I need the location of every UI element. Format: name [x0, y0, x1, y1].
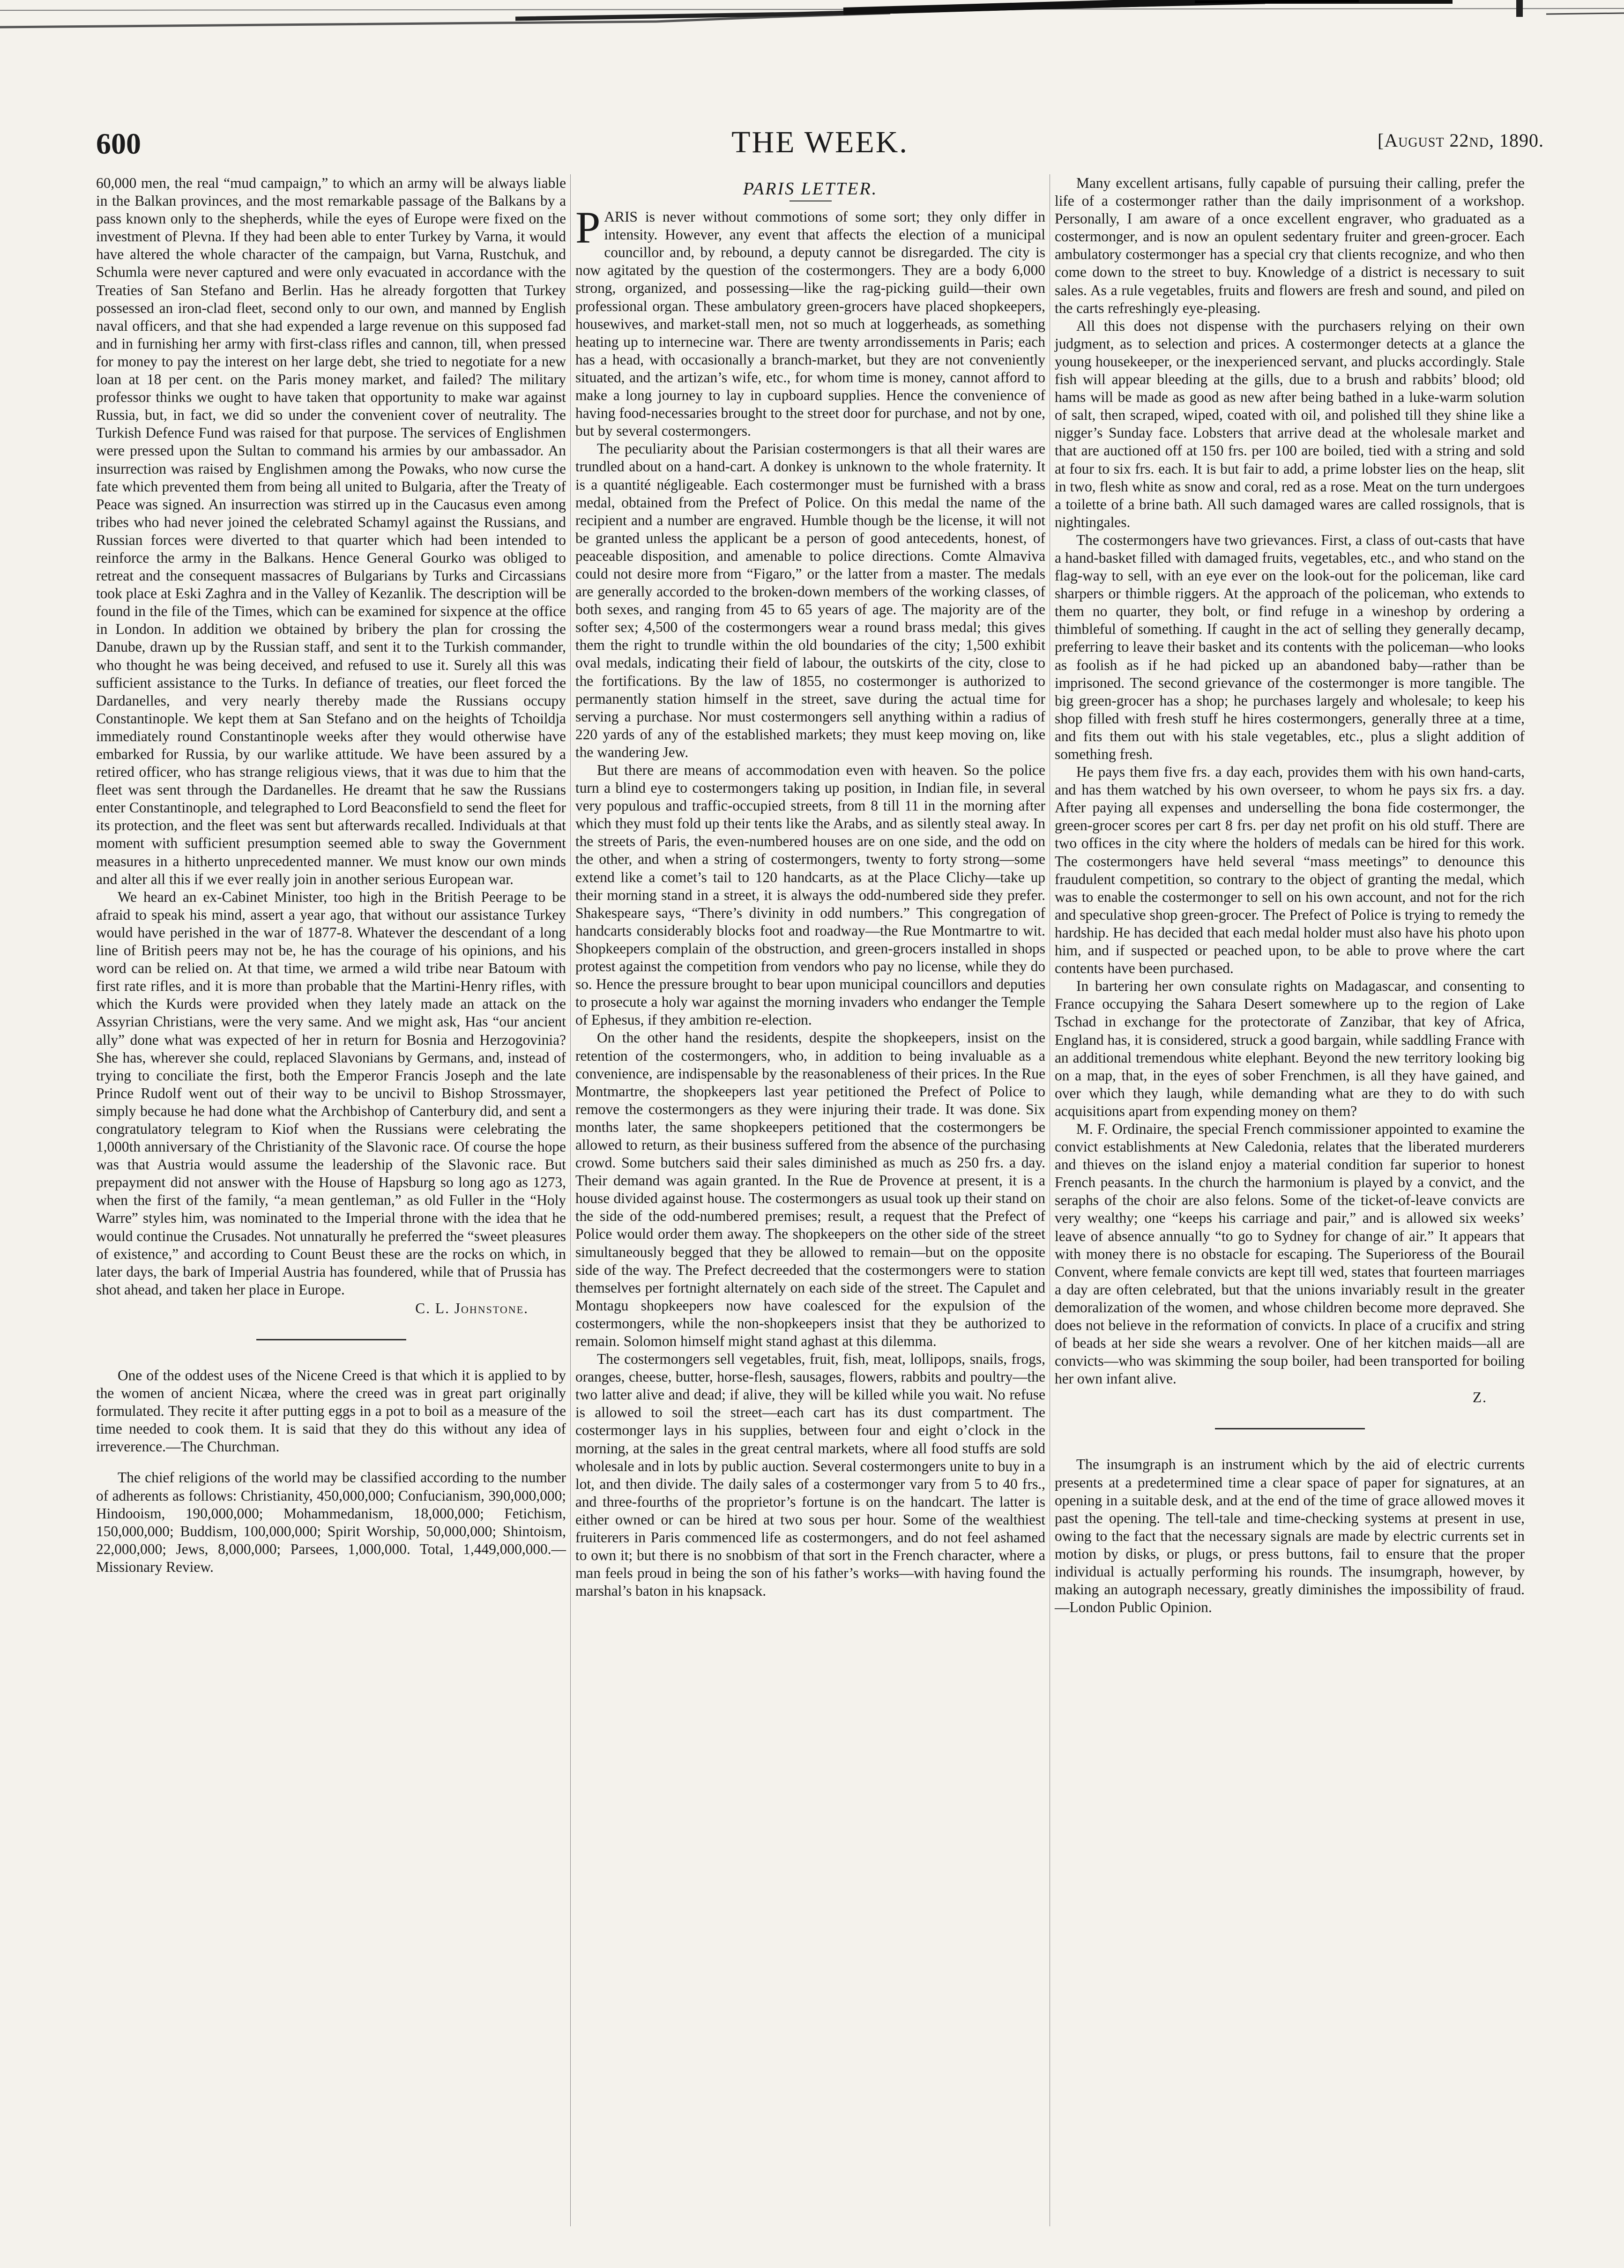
column-right [1055, 174, 1525, 1616]
drop-cap: P [575, 202, 601, 253]
article-paragraph: The chief religions of the world may be classified according to the number of adherents as follows: Christianity, 450,000,000; Confucianism, 390,000,000; Hindooism, 190,000,000; Mohammedanism, 18,000,000; Fetichism, 150,000,000; Buddism, 100,000,000; Spirit Worship, 50,000,000; Shintoism, 22,000,000; Jews, 8,000,000; Parsees, 1,000,000. Total, 1,449,000,000.—Missionary Review. [96, 1469, 566, 1575]
column-left [96, 174, 566, 1576]
article-paragraph: 60,000 men, the real “mud campaign,” to which an army will be always liable in the Balkan provinces, and the most remarkable passage of the Balkans by a pass known only to the shepherds, while the eyes of Europe were fixed on the investment of Plevna. If they had been able to enter Turkey by Varna, it would have altered the whole character of the campaign, but Varna, Rustchuk, and Schumla were never captured and were only evacuated in accordance with the Treaties of San Stefano and Berlin. Has he already forgotten that Turkey possessed an iron-clad fleet, second only to our own, and manned by English naval officers, and that she had expended a large revenue on this supposed fad and in furnishing her army with first-class rifles and cannon, till, when pressed for money to pay the interest on her large debt, she tried to negotiate for a new loan at 18 per cent. on the Paris money market, and failed? The military professor thinks we ought to have taken that opportunity to make war against Russia, but, in fact, we did so under the convenient cover of neutrality. The Turkish Defence Fund was raised for that purpose. The services of Englishmen were pressed upon the Sultan to command his armies by our ambassador. An insurrection was raised by Englishmen among the Powaks, who now curse the fate which prevented them from being all united to Bulgaria, after the Treaty of Peace was signed. An insurrection was stirred up in the Caucasus even among tribes who had never joined the celebrated Schamyl against the Russians, and Russian forces were diverted to that quarter which had been intended to reinforce the army in the Balkans. Hence General Gourko was obliged to retreat and the consequent massacres of Bulgarians by Turks and Circassians took place at Eski Zaghra and in the Valley of Kezanlik. The description will be found in the file of the Times, which can be examined for sixpence at the office in London. In addition we obtained by bribery the plan for crossing the Danube, drawn up by the Russian staff, and sent it to the Turkish commander, who thought he was being deceived, and refused to use it. Surely all this was sufficient assistance to the Turks. In defiance of treaties, our fleet forced the Dardanelles, and very nearly thereby made the Russians occupy Constantinople. We kept them at San Stefano and on the heights of Tchoildja immediately round Constantinople weeks after they would otherwise have embarked for Russia, by our warlike attitude. We have been assured by a retired officer, who has strange religious views, that it was due to him that the fleet was sent through the Dardanelles. He dreamt that he saw the Russians enter Constantinople, and telegraphed to Lord Beaconsfield to send the fleet for its protection, and the fleet was sent but afterwards recalled. Individuals at that moment with sufficient presumption seemed able to sway the Government measures in a hitherto unprecedented manner. We must know our own minds and alter all this if we ever really join in another serious European war. [96, 175, 566, 887]
issue-date: [August 22nd, 1890. [1378, 130, 1544, 151]
page-header [96, 126, 1544, 178]
article-paragraph: In bartering her own consulate rights on Madagascar, and consenting to France occupying the Sahara Desert somewhere up to the region of Lake Tschad in exchange for the protectorate of Zanzibar, that key of Africa, England has, it is considered, struck a good bargain, while saddling France with an additional tremendous white elephant. Beyond the new territory looking big on a map, that, in the eyes of sober Frenchmen, is all they have gained, and over which they laugh, while demanding what are they to do with such acquisitions apart from expending money on them? [1055, 978, 1525, 1119]
column-middle [575, 174, 1045, 1600]
article-paragraph: M. F. Ordinaire, the special French commissioner appointed to examine the convict establishments at New Caledonia, relates that the liberated murderers and thieves on the island enjoy a material condition far superior to honest French peasants. In the church the harmonium is played by a convict, and the seraphs of the choir are also felons. Some of the ticket-of-leave convicts are very wealthy; one “keeps his carriage and pair,” and is allowed six weeks’ leave of absence annually “to go to Sydney for change of air.” It appears that with money there is no obstacle for escaping. The Superioress of the Bourail Convent, where female convicts are kept till wed, states that fourteen marriages a day are often celebrated, but that the unions invariably result in the greater demoralization of the women, and whose children become more depraved. She does not believe in the reformation of convicts. In place of a crucifix and string of beads at her side she wears a revolver. One of her kitchen maids—all are convicts—who was skimming the soup boiler, had been transported for boiling her own infant alive. [1055, 1120, 1525, 1387]
publication-title: THE WEEK. [731, 125, 909, 159]
article-paragraph: Many excellent artisans, fully capable of pursuing their calling, prefer the life of a costermonger rather than the daily imprisonment of a workshop. Personally, I am aware of a once excellent engraver, who graduated as a costermonger, and is now an opulent sedentary fruiter and green-grocer. Each ambulatory costermonger has a special cry that clients recognize, and who then come down to the street to buy. Knowledge of a district is necessary to suit sales. As a rule vegetables, fruits and flowers are fresh and sound, and piled on the carts refreshingly eye-pleasing. [1055, 175, 1525, 316]
page-number: 600 [96, 127, 141, 160]
article-paragraph: We heard an ex-Cabinet Minister, too high in the British Peerage to be afraid to speak his mind, assert a year ago, that without our assistance Turkey would have perished in the war of 1877-8. Whatever the descendant of a long line of British peers may not be, he has the courage of his opinions, and his word can be relied on. At that time, we armed a wild tribe near Batoum with first rate rifles, and it is more than probable that the Martini-Henry rifles, with which the Kurds were provided when they lately made an attack on the Assyrian Christians, were the very same. And we might ask, Has “our ancient ally” done what was expected of her in return for Bosnia and Herzogovinia? She has, wherever she could, replaced Slavonians by Germans, and, instead of trying to conciliate the first, both the Emperor Francis Joseph and the late Prince Rudolf went out of their way to be uncivil to Bishop Strossmayer, simply because he had done what the Archbishop of Canterbury did, and sent a congratulatory telegram to Kiof when the Russians were celebrating the 1,000th anniversary of the Christianity of the Slavonic race. Of course the hope was that Austria would assume the leadership of the Slavonic race. But prepayment did not answer with the House of Hapsburg so long ago as 1273, when the first of the family, “a mean gentleman,” as old Fuller in the “Holy Warre” styles him, was nominated to the Imperial throne with the idea that he would continue the Crusades. Not unnaturally he preferred the “sweet pleasures of existence,” and according to Count Beust these are the rocks on which, in later days, the bark of Imperial Austria has foundered, while that of Prussia has shot ahead, and taken her place in Europe. [96, 888, 566, 1298]
section-divider [1215, 1428, 1365, 1429]
section-heading: PARIS LETTER. [743, 179, 878, 199]
article-paragraph: The costermongers have two grievances. First, a class of out-casts that have a hand-basket filled with damaged fruits, vegetables, etc., and who stand on the flag-way to sell, with an eye ever on the look-out for the policeman, like card sharpers or thimble riggers. At the approach of the policeman, who extends to them no quarter, they bolt, or find refuge in a wineshop by ordering a thimbleful of something. If caught in the act of selling they generally decamp, preferring to leave their basket and its contents with the policeman—who looks as foolish as if he had picked up an abandoned baby—rather than be imprisoned. The second grievance of the costermonger is more tangible. The big green-grocer has a shop; he purchases largely and wholesale; to keep his shop filled with fresh stuff he hires costermongers, generally three at a time, and fits them out with his stale vegetables, etc., plus a slight addition of something fresh. [1055, 531, 1525, 762]
article-paragraph: He pays them five frs. a day each, provides them with his own hand-carts, and has them watched by his own overseer, to whom he pays six frs. a day. After paying all expenses and underselling the bona fide costermonger, the green-grocer scores per cart 8 frs. per day net profit on his old stuff. There are two offices in the city where the holders of medals can be hired for this work. The costermongers have held several “mass meetings” to denounce this fraudulent competition, so contrary to the object of granting the medal, which was to enable the costermonger to sell on his own account, and not for the rich and speculative shop green-grocer. The Prefect of Police is trying to remedy the hardship. He has decided that each medal holder must also have his photo upon him, and if suspected or peached upon, to be able to prove where the cart contents have been purchased. [1055, 764, 1525, 977]
column-divider [570, 174, 571, 2226]
article-paragraph: On the other hand the residents, despite the shopkeepers, insist on the retention of the costermongers, who, in addition to being invaluable as a convenience, are indispensable by the reasonableness of their prices. In the Rue Montmartre, the shopkeepers last year petitioned the Prefect of Police to remove the costermongers as they were injuring their trade. It was done. Six months later, the same shopkeepers petitioned that the costermongers be allowed to return, as their business suffered from the absence of the purchasing crowd. Some butchers said their sales diminished as much as 250 frs. a day. Their demand was again granted. In the Rue de Provence at present, it is a house divided against house. The costermongers as usual took up their stand on the side of the odd-numbered premises; result, a request that the Prefect of Police would order them away. The shopkeepers on the other side of the street simultaneously begged that they be allowed to remain—but on the opposite side of the way. The Prefect decreeded that the costermongers were to station themselves per fortnight alternately on each side of the street. The Capulet and Montagu shopkeepers now have coalesced for the expulsion of the costermongers, while the non-shopkeepers insist that they be authorized to remain. Solomon himself might stand aghast at this dilemma. [575, 1029, 1045, 1349]
scan-edge-smudge [0, 0, 1624, 52]
article-paragraph: The insumgraph is an instrument which by the aid of electric currents presents at a predetermined time a clear space of paper for signatures, at an opening in a suitable desk, and at the end of the time of grace allowed moves it past the opening. The tell-tale and time-checking systems at present in use, owing to the fact that the necessary signals are made by electric currents set in motion by disks, or plugs, or press buttons, fail to ensure that the proper individual is actually performing his rounds. The insumgraph, however, by making an autograph necessary, greatly diminishes the impossibility of fraud.—London Public Opinion. [1055, 1456, 1525, 1616]
paragraph-text: ARIS is never without commotions of some sort; they only differ in intensity. However, any event that affects the election of a municipal councillor and, by rebound, a deputy cannot be disregarded. The city is now agitated by the question of the costermongers. They are a body 6,000 strong, organized, and possessing—like the rag-picking guild—their own professional organ. These ambulatory green-grocers have placed shopkeepers, housewives, and market-stall men, not so much at loggerheads, as something heating up to internecine war. There are twenty arrondissements in Paris; each has a head, with occasionally a branch-market, but they are not conveniently situated, and the artizan’s wife, etc., for whom time is money, cannot afford to make a long journey to lay in cupboard supplies. Hence the convenience of having food-necessaries brought to the street door for purchase, and not by one, but by several costermongers. [575, 208, 1045, 439]
article-paragraph: The peculiarity about the Parisian costermongers is that all their wares are trundled about on a hand-cart. A donkey is unknown to the whole fraternity. It is a quantité négligeable. Each costermonger must be furnished with a brass medal, obtained from the Prefect of Police. On this medal the name of the recipient and a number are engraved. Humble though be the license, it will not be granted unless the applicant be a person of good antecedents, honest, of peaceable disposition, and amenable to police directions. Comte Almaviva could not desire more from “Figaro,” or the latter from a master. The medals are generally accorded to the broken-down members of the working classes, of both sexes, and ranging from 45 to 65 years of age. The majority are of the softer sex; 4,500 of the costermongers wear a round brass medal; this gives them the right to trundle within the old boundaries of the city; 1,500 exhibit oval medals, indicating their field of labour, the outskirts of the city, close to the fortifications. By the law of 1855, no costermonger is authorized to permanently station himself in the street, save during the actual time for serving a purchase. Nor must costermongers sell anything within a radius of 220 yards of any of the established markets; they must keep moving on, like the wandering Jew. [575, 440, 1045, 760]
article-paragraph: One of the oddest uses of the Nicene Creed is that which it is applied to by the women of ancient Nicæa, where the creed was in great part originally formulated. They recite it after putting eggs in a pot to boil as a measure of the time needed to cook them. It is said that they do this without any idea of irreverence.—The Churchman. [96, 1367, 566, 1455]
article-paragraph: All this does not dispense with the purchasers relying on their own judgment, as to selection and prices. A costermonger detects at a glance the young housekeeper, or the inexperienced servant, and plucks accordingly. Stale fish will appear bleeding at the gills, due to a brush and rabbits’ blood; old hams will be made as good as new after being bathed in a luke-warm solution of salt, then scraped, wiped, coated with oil, and polished till they shine like a nigger’s Sunday face. Lobsters that arrive dead at the wholesale market and that are auctioned off at 150 frs. per 100 are boiled, tied with a string and sold at four to six frs. each. It is but fair to add, a prime lobster lies on the heap, slit in two, flesh white as snow and coral, red as a rose. Meat on the turn undergoes a toilette of a brine bath. All such damaged wares are called rossignols, that is nightingales. [1055, 317, 1525, 530]
article-paragraph [575, 202, 1045, 440]
article-paragraph: But there are means of accommodation even with heaven. So the police turn a blind eye to costermongers taking up position, in Indian file, in several very populous and traffic-occupied streets, from 8 till 11 in the morning after which they must fold up their tents like the Arabs, and as silently steal away. In the streets of Paris, the even-numbered houses are on one side, and the odd on the other, and when a string of costermongers, twenty to forty strong—some extend like a comet’s tail to 120 handcarts, as at the Place Clichy—take up their morning stand in a street, it is always the odd-numbered side they prefer. Shakespeare says, “There’s divinity in odd numbers.” This congregation of handcarts considerably blocks foot and roadway—the Rue Montmartre to wit. Shopkeepers complain of the obstruction, and green-grocers installed in shops protest against the competition from vendors who pay no license, while they do so. Hence the pressure brought to bear upon municipal councillors and deputies to prosecute a holy war against the morning invaders who endanger the Temple of Ephesus, if they ambition re-election. [575, 762, 1045, 1028]
article-paragraph: The costermongers sell vegetables, fruit, fish, meat, lollipops, snails, frogs, oranges, cheese, butter, horse-flesh, sausages, flowers, rabbits and poultry—the two latter alive and dead; if alive, they will be killed while you wait. No refuse is allowed to soil the street—each cart has its dust compartment. The costermonger lays in his supplies, between four and eight o’clock in the morning, at the sales in the great central markets, where all food stuffs are sold wholesale and in lots by public auction. Several costermongers unite to buy in a lot, and then divide. The daily sales of a costermonger vary from 5 to 40 frs., and three-fourths of the proprietor’s fortune is on the handcart. The latter is either owned or can be hired at two sous per hour. Some of the wealthiest fruiterers in Paris commenced life as costermongers, and do not feel ashamed to own it; but there is no snobbism of that sort in the French character, where a man feels proud in being the son of his father’s works—with having found the marshal’s baton in his knapsack. [575, 1351, 1045, 1599]
author-signature: Z. [1472, 1389, 1487, 1406]
section-divider [256, 1339, 406, 1340]
author-signature: C. L. Johnstone. [415, 1300, 529, 1316]
